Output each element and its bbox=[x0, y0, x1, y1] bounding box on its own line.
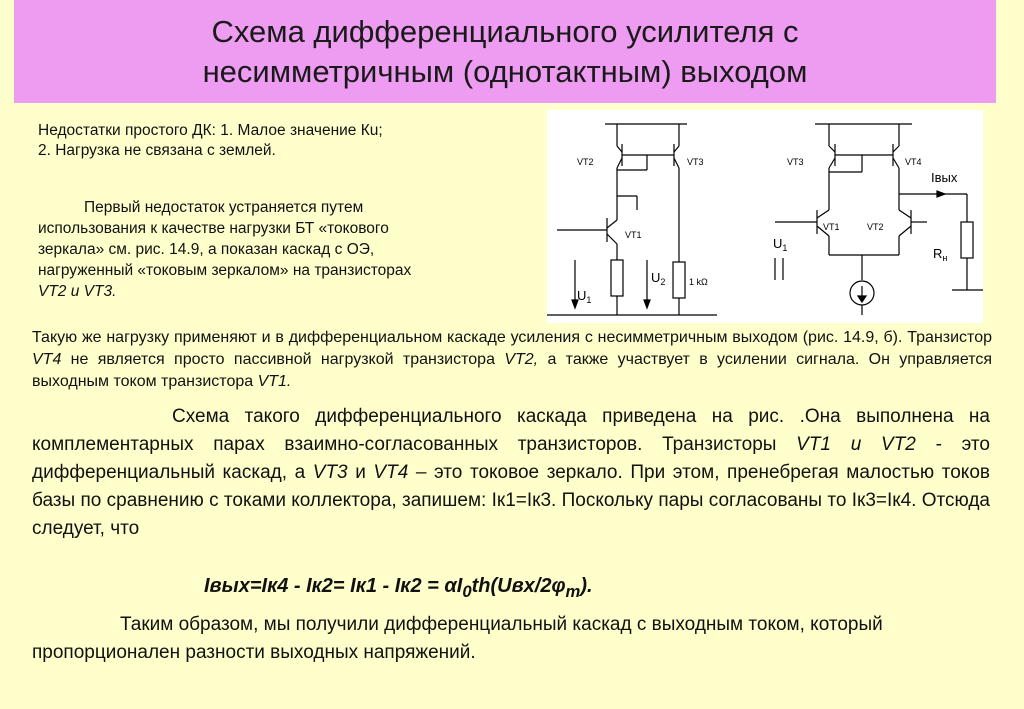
p3-text-d: это токовое зеркало. При этом, пренебрегая малостью токов базы по сравнению с токами коллектора, запишем: Iк1=Iк3. Поскольку пары согласованы то Iк3=Iк4. Отсюда следует, что bbox=[32, 462, 990, 539]
right-vt3-label: VT3 bbox=[787, 157, 804, 167]
formula-end: ). bbox=[580, 575, 593, 597]
intro-line-1: Недостатки простого ДК: 1. Малое значение Кu; bbox=[38, 122, 383, 139]
p2-vt4: VT4 bbox=[32, 351, 62, 368]
output-current-formula bbox=[204, 575, 593, 602]
first-fix-line-1: Первый недостаток устраняется путем bbox=[84, 199, 364, 216]
p2-vt1: VT1. bbox=[257, 373, 292, 390]
right-circuit bbox=[773, 124, 983, 315]
title-line-2: несимметричным (однотактным) выходом bbox=[202, 53, 808, 89]
circuit-diagram bbox=[547, 110, 983, 323]
p2-text-c: а также участвует в усилении сигнала. Он управляется выходным током транзистора bbox=[32, 351, 993, 390]
left-u2-label: $U_2$ bbox=[651, 270, 666, 287]
conclusion-paragraph bbox=[32, 611, 990, 667]
first-fix-line-3: зеркала» см. рис. 14.9, а показан каскад с ОЭ, bbox=[38, 241, 375, 258]
right-u1-label: $U_1$ bbox=[773, 236, 788, 253]
p3-text-b: - это дифференциальный каскад, а bbox=[32, 434, 990, 483]
left-vt3-label: VT3 bbox=[687, 157, 704, 167]
circuit-figure bbox=[547, 110, 983, 323]
right-rl-label: $R_н$ bbox=[933, 246, 948, 263]
first-fix-line-2: использования к качестве нагрузки БТ «токового bbox=[38, 220, 389, 237]
p2-text-b: не является просто пассивной нагрузкой транзистора bbox=[61, 351, 505, 368]
formula-subT: т bbox=[565, 582, 581, 601]
left-circuit bbox=[547, 124, 717, 315]
first-fix-line-4: нагруженный «токовым зеркалом» на транзисторах bbox=[38, 262, 412, 279]
formula-main: Iвых=Iк4 - Iк2= Iк1 - Iк2 = αI bbox=[204, 575, 463, 597]
right-vt4-label: VT4 bbox=[905, 157, 922, 167]
p3-vt4: VT4 – bbox=[373, 462, 427, 483]
right-iout-label: Iвых bbox=[931, 170, 958, 185]
slide-title bbox=[14, 0, 996, 103]
first-fix-line-5: VT2 и VT3. bbox=[38, 283, 117, 300]
p3-text-c: и bbox=[347, 462, 374, 483]
paragraph-2 bbox=[32, 327, 992, 393]
title-line-1: Схема дифференциального усилителя с bbox=[211, 13, 799, 49]
left-vt1-label: VT1 bbox=[625, 230, 642, 240]
paragraph-3 bbox=[32, 403, 990, 543]
formula-tail: th(Uвх/2φ bbox=[471, 575, 566, 597]
right-vt2-label: VT2 bbox=[867, 222, 884, 232]
p3-vt3: VT3 bbox=[312, 462, 348, 483]
left-vt2-label: VT2 bbox=[577, 157, 594, 167]
conclusion-text: Таким образом, мы получили дифференциальный каскад с выходным током, который пропорционален разности выходных напряжений. bbox=[32, 614, 883, 663]
left-u1-label: $U_1$ bbox=[577, 288, 592, 305]
p3-text-a: Схема такого дифференциального каскада приведена на рис. .Она выполнена на комплементарных парах взаимно-согласованных транзисторов. Транзисторы bbox=[32, 406, 990, 455]
p3-vt1: VT1 и VT2 bbox=[796, 434, 916, 455]
right-vt1-label: VT1 bbox=[823, 222, 840, 232]
left-resistor-label: 1 kΩ bbox=[689, 277, 708, 287]
formula-sub0: 0 bbox=[462, 582, 472, 601]
intro-text bbox=[38, 121, 538, 161]
p2-text-a: Такую же нагрузку применяют и в дифференциальном каскаде усиления с несимметричным выходом (рис. 14.9, б). Транзистор bbox=[32, 329, 992, 346]
p2-vt2: VT2, bbox=[504, 351, 539, 368]
first-fix-paragraph bbox=[38, 197, 543, 302]
intro-line-2: 2. Нагрузка не связана с землей. bbox=[38, 142, 276, 159]
